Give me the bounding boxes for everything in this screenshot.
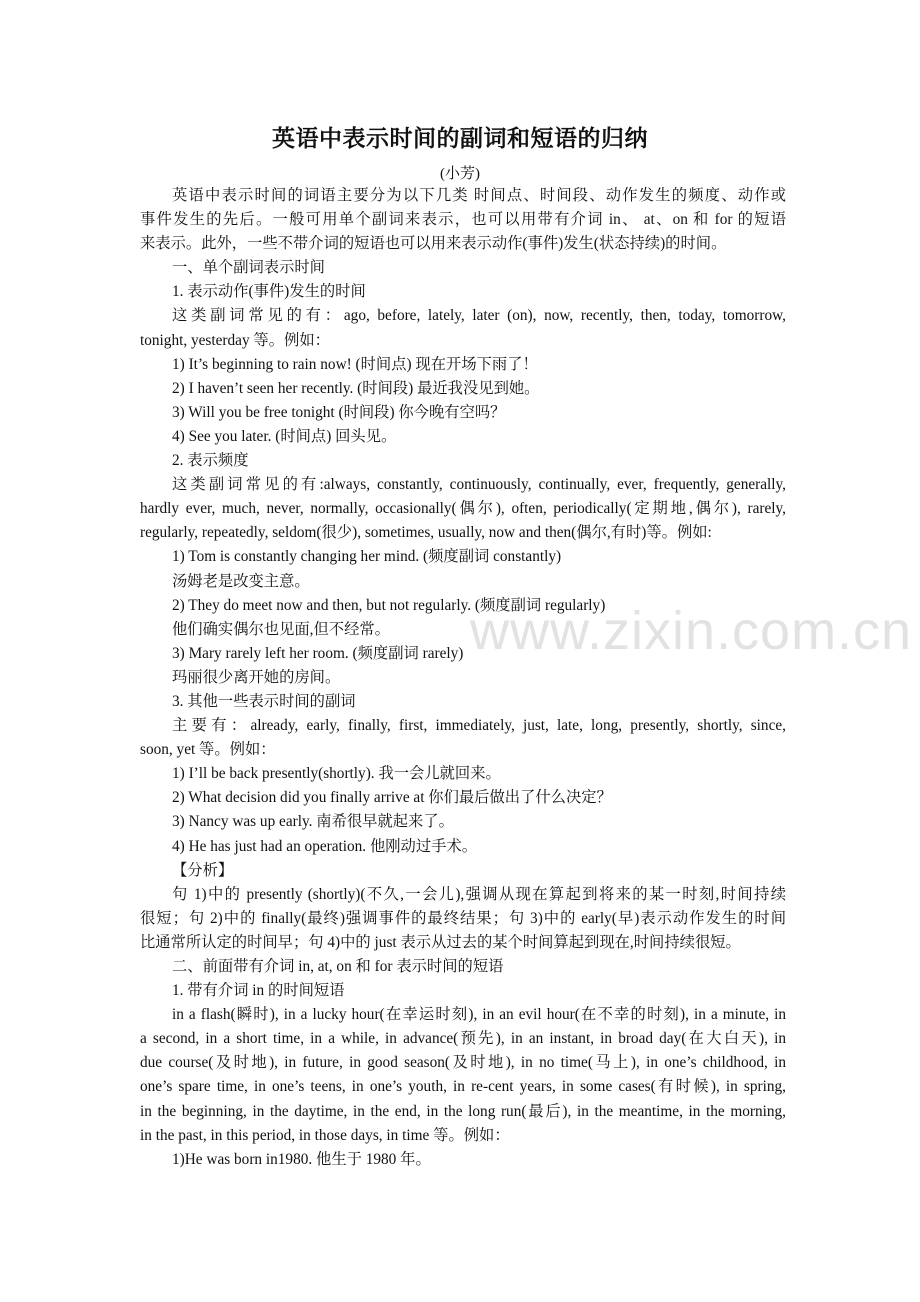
paragraph <box>140 642 786 666</box>
text-line: 1) I’ll be back presently(shortly). 我一会儿就回来。 <box>172 765 501 783</box>
text-line: tonight, yesterday 等。例如： <box>140 331 330 349</box>
paragraph <box>140 184 786 256</box>
paragraph <box>140 859 786 883</box>
text-line: 比通常所认定的时间早；句 4)中的 just 表示从过去的某个时间算起到现在,时间持续很短。 <box>140 933 741 951</box>
text-line: 1. 带有介词 in 的时间短语 <box>172 982 345 1000</box>
text-line: 玛丽很少离开她的房间。 <box>172 668 341 686</box>
text-line: 3) Will you be free tonight (时间段) 你今晚有空吗？ <box>172 403 506 421</box>
paragraph <box>140 883 786 955</box>
paragraph <box>140 955 786 979</box>
text-line: 很短；句 2)中的 finally(最终)强调事件的最终结果；句 3)中的 early(早)表示动作发生的时间 <box>140 909 786 927</box>
paragraph <box>140 1003 786 1148</box>
text-line: 1)He was born in1980. 他生于 1980 年。 <box>172 1150 431 1168</box>
paragraph <box>140 545 786 569</box>
text-line: 这类副词常见的有：ago, before, lately, later (on), now, recently, then, today, tomorrow, <box>172 307 786 325</box>
text-line: 2) They do meet now and then, but not regularly. (频度副词 regularly) <box>172 596 606 614</box>
document-body <box>140 184 786 1172</box>
text-line: 英语中表示时间的词语主要分为以下几类 时间点、时间段、动作发生的频度、动作或 <box>172 187 786 204</box>
paragraph <box>140 666 786 690</box>
text-line: 1) Tom is constantly changing her mind. (频度副词 constantly) <box>172 548 562 566</box>
text-line: 【分析】 <box>172 861 234 879</box>
paragraph <box>140 810 786 834</box>
paragraph <box>140 256 786 280</box>
text-line: due course(及时地), in future, in good season(及时地), in no time(马上), in one’s childhood, in <box>140 1054 786 1072</box>
text-line: 来表示。此外，一些不带介词的短语也可以用来表示动作(事件)发生(状态持续)的时间。 <box>140 235 727 253</box>
paragraph <box>140 353 786 377</box>
text-line: 主要有：already, early, finally, first, immediately, just, late, long, presently, shortly, since, <box>172 717 786 735</box>
paragraph <box>140 401 786 425</box>
text-line: 1) It’s beginning to rain now! (时间点) 现在开场下雨了！ <box>172 355 538 373</box>
text-line: 一、单个副词表示时间 <box>172 259 325 277</box>
paragraph <box>140 979 786 1003</box>
document-author: (小芳) <box>440 166 480 182</box>
text-line: 事件发生的先后。一般可用单个副词来表示，也可以用带有介词 in、 at、on 和 for 的短语 <box>140 211 786 229</box>
paragraph <box>140 304 786 352</box>
text-line: 汤姆老是改变主意。 <box>172 572 310 590</box>
text-line: 3. 其他一些表示时间的副词 <box>172 692 356 710</box>
paragraph <box>140 449 786 473</box>
paragraph <box>140 786 786 810</box>
text-line: regularly, repeatedly, seldom(很少), sometimes, usually, now and then(偶尔,有时)等。例如: <box>140 524 712 542</box>
paragraph <box>140 425 786 449</box>
paragraph <box>140 594 786 618</box>
paragraph <box>140 377 786 401</box>
paragraph <box>140 570 786 594</box>
text-line: in the past, in this period, in those days, in time 等。例如： <box>140 1126 510 1144</box>
text-line: a second, in a short time, in a while, in advance(预先), in an instant, in broad day(在大白天), in <box>140 1030 786 1048</box>
paragraph <box>140 714 786 762</box>
text-line: in a flash(瞬时), in a lucky hour(在幸运时刻), in an evil hour(在不幸的时刻), in a minute, in <box>172 1006 786 1024</box>
document-title: 英语中表示时间的副词和短语的归纳 <box>272 126 648 152</box>
text-line: soon, yet 等。例如： <box>140 741 276 759</box>
paragraph <box>140 618 786 642</box>
text-line: one’s spare time, in one’s teens, in one’s youth, in re-cent years, in some cases(有时候), in spring, <box>140 1078 786 1096</box>
text-line: 二、前面带有介词 in, at, on 和 for 表示时间的短语 <box>172 958 504 975</box>
text-line: 4) See you later. (时间点) 回头见。 <box>172 427 397 445</box>
text-line: hardly ever, much, never, normally, occasionally(偶尔), often, periodically(定期地,偶尔), rarely, <box>140 500 786 518</box>
paragraph <box>140 1148 786 1172</box>
text-line: 2) I haven’t seen her recently. (时间段) 最近我没见到她。 <box>172 379 540 397</box>
paragraph <box>140 762 786 786</box>
text-line: 这类副词常见的有:always, constantly, continuously, continually, ever, frequently, generally, <box>172 476 786 494</box>
text-line: 2. 表示频度 <box>172 452 249 470</box>
paragraph <box>140 280 786 304</box>
paragraph <box>140 690 786 714</box>
text-line: in the beginning, in the daytime, in the end, in the long run(最后), in the meantime, in the morning, <box>140 1102 786 1120</box>
paragraph <box>140 835 786 859</box>
text-line: 3) Mary rarely left her room. (频度副词 rarely) <box>172 644 464 662</box>
text-line: 1. 表示动作(事件)发生的时间 <box>172 283 366 301</box>
text-line: 2) What decision did you finally arrive at 你们最后做出了什么决定？ <box>172 789 612 807</box>
text-line: 3) Nancy was up early. 南希很早就起来了。 <box>172 813 454 831</box>
text-line: 他们确实偶尔也见面,但不经常。 <box>172 620 390 638</box>
watermark: www.zixin.com.cn <box>470 601 913 661</box>
text-line: 4) He has just had an operation. 他刚动过手术。 <box>172 837 478 855</box>
paragraph <box>140 473 786 545</box>
text-line: 句 1)中的 presently (shortly)(不久,一会儿),强调从现在算起到将来的某一时刻,时间持续 <box>172 885 786 903</box>
